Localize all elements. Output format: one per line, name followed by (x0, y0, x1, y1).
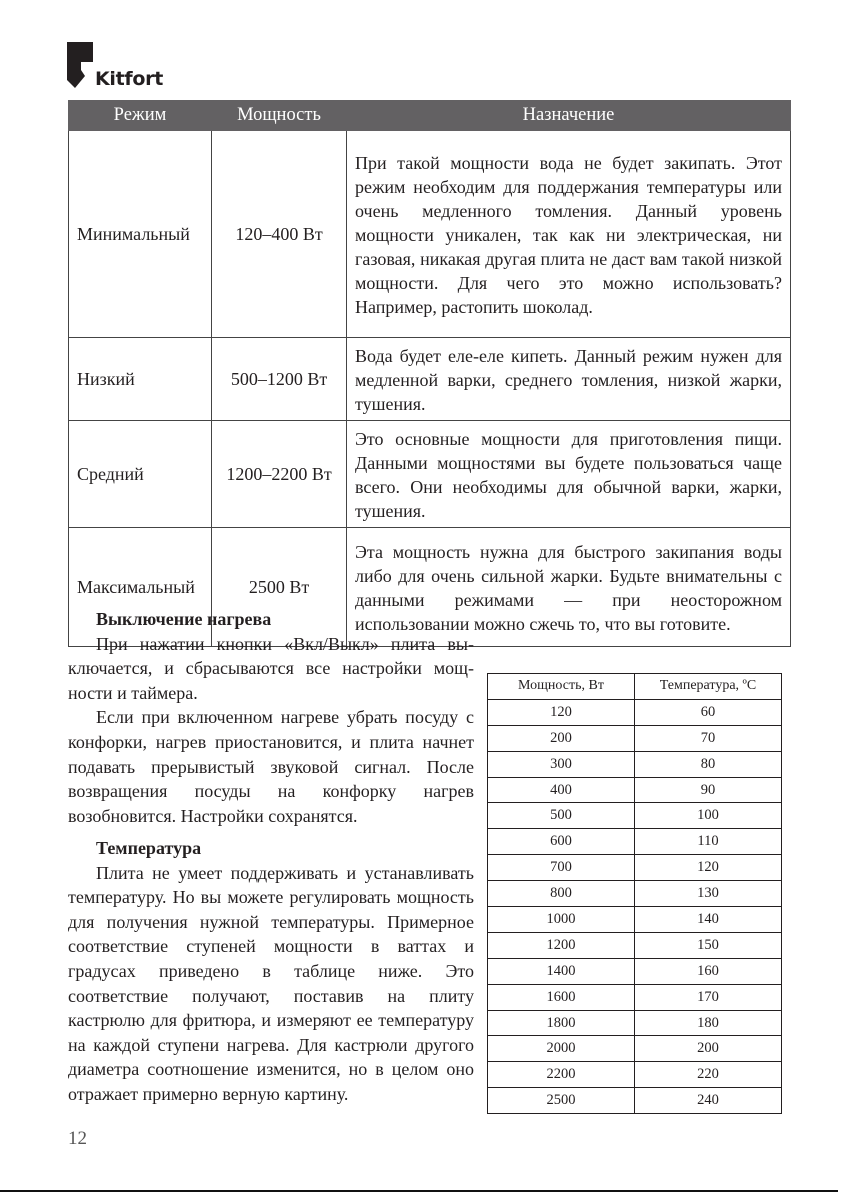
paragraph: При нажатии кнопки «Вкл/Выкл» плита выключается, и сбрасываются все настройки мощности и таймера. (68, 633, 474, 703)
power-value: 400 (488, 777, 635, 803)
purpose-cell: Это основные мощности для приготовления пищи. Данными мощностями вы будете пользоваться чаще всего. Они необходимы для обычной варки, жарки, тушения. (347, 421, 791, 528)
power-value: 2500 (488, 1088, 635, 1114)
section-temperature (68, 836, 474, 1107)
power-value: 500 (488, 803, 635, 829)
temperature-value: 140 (635, 907, 782, 933)
power-value: 1600 (488, 984, 635, 1010)
power-value: 200 (488, 725, 635, 751)
power-cell: 120–400 Вт (212, 131, 347, 338)
column-header-power: Мощность (212, 101, 347, 131)
power-value: 1200 (488, 932, 635, 958)
brand-name: Kitfort (95, 68, 163, 90)
temperature-value: 170 (635, 984, 782, 1010)
table-row (488, 932, 782, 958)
table-header-row (69, 101, 791, 131)
temperature-value: 70 (635, 725, 782, 751)
kitfort-logo (67, 42, 167, 90)
mode-cell: Средний (69, 421, 212, 528)
table-row (488, 1010, 782, 1036)
column-header-mode: Режим (69, 101, 212, 131)
paragraph: Плита не умеет поддерживать и устанавливать температуру. Но вы можете регулировать мощность для получения нужной температуры. Примерное соответствие ступеней мощности в ваттах и градусах приведено в таблице ниже. Это соответствие получают, поставив на плиту кастрюлю для фритюра, и измеряют ее температуру на каждой ступени нагрева. Для кастрюли другого диаметра соотношение изменится, но в целом оно отражает примерно верную картину. (68, 862, 474, 1104)
temperature-value: 110 (635, 829, 782, 855)
table-row (488, 958, 782, 984)
power-cell: 1200–2200 Вт (212, 421, 347, 528)
temperature-value: 130 (635, 881, 782, 907)
temperature-value: 90 (635, 777, 782, 803)
table-row (488, 777, 782, 803)
paragraph: Если при включенном нагреве убрать посуду с конфорки, нагрев приостановится, и плита начнет подавать прерывистый звуковой сигнал. После возвращения посуды на конфорку нагрев возобновится. Настройки сохранятся. (68, 707, 474, 826)
mode-cell: Низкий (69, 338, 212, 421)
table-row (488, 907, 782, 933)
power-value: 2000 (488, 1036, 635, 1062)
column-header-temperature-c: Температура, ºС (635, 674, 782, 700)
table-row (69, 421, 791, 528)
power-temperature-table (487, 673, 782, 1114)
mode-cell: Максимальный (69, 528, 212, 647)
table-row (488, 1062, 782, 1088)
temperature-value: 200 (635, 1036, 782, 1062)
section-heat-off (68, 607, 474, 828)
power-value: 120 (488, 699, 635, 725)
temperature-value: 180 (635, 1010, 782, 1036)
table-row (488, 725, 782, 751)
temperature-value: 120 (635, 855, 782, 881)
temperature-value: 100 (635, 803, 782, 829)
section-heading: Температура (96, 838, 202, 858)
power-modes-table (68, 100, 791, 647)
table-row (488, 855, 782, 881)
table-header-row (488, 674, 782, 700)
purpose-cell: Вода будет еле-еле кипеть. Данный режим нужен для медленной варки, среднего томления, низкой жарки, тушения. (347, 338, 791, 421)
power-cell: 500–1200 Вт (212, 338, 347, 421)
temperature-value: 160 (635, 958, 782, 984)
power-value: 600 (488, 829, 635, 855)
power-value: 300 (488, 751, 635, 777)
table-row (488, 829, 782, 855)
table-row (488, 803, 782, 829)
kitfort-logo-icon (67, 42, 97, 88)
power-value: 1400 (488, 958, 635, 984)
power-value: 1800 (488, 1010, 635, 1036)
temperature-value: 240 (635, 1088, 782, 1114)
mode-cell: Минимальный (69, 131, 212, 338)
temperature-value: 80 (635, 751, 782, 777)
power-value: 800 (488, 881, 635, 907)
table-row (488, 751, 782, 777)
column-header-power-w: Мощность, Вт (488, 674, 635, 700)
section-heading: Выключение нагрева (96, 609, 272, 629)
power-value: 1000 (488, 907, 635, 933)
power-value: 700 (488, 855, 635, 881)
purpose-cell: Эта мощность нужна для быстрого закипания воды либо для очень сильной жарки. Будьте внимательны с данными режимами — при неосторожном использовании можно сжечь то, что вы готовите. (347, 528, 791, 647)
temperature-value: 60 (635, 699, 782, 725)
power-cell: 2500 Вт (212, 528, 347, 647)
page-bottom-rule (0, 1190, 838, 1192)
table-row (69, 131, 791, 338)
table-row (488, 1088, 782, 1114)
table-row (488, 881, 782, 907)
table-row (488, 1036, 782, 1062)
column-header-purpose: Назначение (347, 101, 791, 131)
temperature-value: 220 (635, 1062, 782, 1088)
table-row (69, 338, 791, 421)
power-value: 2200 (488, 1062, 635, 1088)
temperature-value: 150 (635, 932, 782, 958)
table-row (488, 984, 782, 1010)
page-number: 12 (68, 1128, 87, 1149)
table-row (488, 699, 782, 725)
purpose-cell: При такой мощности вода не будет закипать. Этот режим необходим для поддержания температуры или очень медленного томления. Данный уровень мощности уникален, так как ни электрическая, ни газовая, никакая другая плита не даст вам такой низкой мощности. Для чего это можно использовать? Например, растопить шоколад. (347, 131, 791, 338)
